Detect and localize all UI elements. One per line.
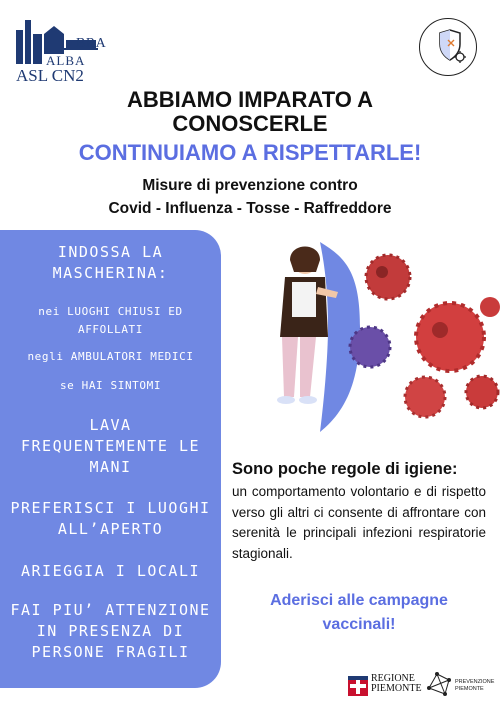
vaccine-campaign-line-1: Aderisci alle campagne (270, 592, 448, 609)
prevenzione-piemonte-text (455, 679, 494, 692)
shield-virus-badge (419, 18, 477, 76)
logo-bra: BRA (76, 36, 107, 51)
fragile-heading (0, 600, 221, 663)
prev-line-1: PREVENZIONE (455, 679, 495, 685)
network-nodes-icon (425, 670, 453, 698)
mask-item-symptoms: se HAI SINTOMI (59, 379, 162, 392)
mask-heading-line-1: INDOSSA LA (57, 243, 164, 261)
wash-line-2: FREQUENTEMENTE LE (20, 437, 201, 455)
regione-line-1: REGIONE (371, 673, 415, 684)
regione-piemonte-text (371, 674, 422, 694)
logo-alba: ALBA (46, 53, 86, 68)
virus-icon (350, 327, 390, 367)
regione-piemonte-crest-icon (348, 676, 368, 696)
regione-line-2: PIEMONTE (371, 683, 422, 694)
fragile-line-3: PERSONE FRAGILI (31, 643, 190, 661)
mask-item-1-line-2: AFFOLLATI (77, 323, 143, 336)
wash-line-1: LAVA (89, 416, 132, 434)
mask-heading (0, 242, 221, 284)
air-rooms-heading: ARIEGGIA I LOCALI (20, 562, 201, 580)
outdoor-heading (0, 498, 221, 540)
rules-title: Sono poche regole di igiene: (232, 460, 458, 478)
prevention-panel (0, 230, 221, 688)
asl-cn2-logo (14, 14, 107, 85)
rules-body: un comportamento volontario e di rispetto verso gli altri ci consente di affrontare con serenità le principali infezioni respiratorie stagionali. (232, 484, 486, 561)
shield-virus-icon (428, 27, 468, 67)
outdoor-line-1: PREFERISCI I LUOGHI (10, 499, 211, 517)
wash-line-3: MANI (89, 458, 132, 476)
fragile-line-1: FAI PIU’ ATTENZIONE (10, 601, 211, 619)
vaccine-campaign-line-2: vaccinali! (322, 616, 396, 633)
main-title (0, 88, 500, 136)
prev-line-2: PIEMONTE (455, 685, 484, 692)
virus-icon (416, 303, 484, 371)
outdoor-line-2: ALL’APERTO (57, 520, 164, 538)
mask-heading-line-2: MASCHERINA: (52, 264, 169, 282)
title-line-2: CONOSCERLE (172, 111, 328, 136)
virus-icon (366, 255, 410, 299)
logo-asl: ASL CN2 (16, 66, 84, 85)
virus-icon (480, 297, 500, 317)
accent-title: CONTINUIAMO A RISPETTARLE! (78, 140, 422, 165)
mask-item-closed-places (0, 303, 221, 339)
subtitle-line-2: Covid - Influenza - Tosse - Raffreddore (108, 200, 392, 217)
title-line-1: ABBIAMO IMPARATO A (126, 87, 374, 112)
virus-icon (405, 377, 445, 417)
wash-hands-heading (0, 415, 221, 478)
fragile-line-2: IN PRESENZA DI (36, 622, 185, 640)
person-shield-virus-illustration (250, 232, 500, 442)
mask-item-1-line-1: nei LUOGHI CHIUSI ED (38, 305, 183, 318)
subtitle-line-1: Misure di prevenzione contro (142, 177, 358, 194)
virus-icon (466, 376, 498, 408)
mask-item-clinics: negli AMBULATORI MEDICI (27, 350, 194, 363)
